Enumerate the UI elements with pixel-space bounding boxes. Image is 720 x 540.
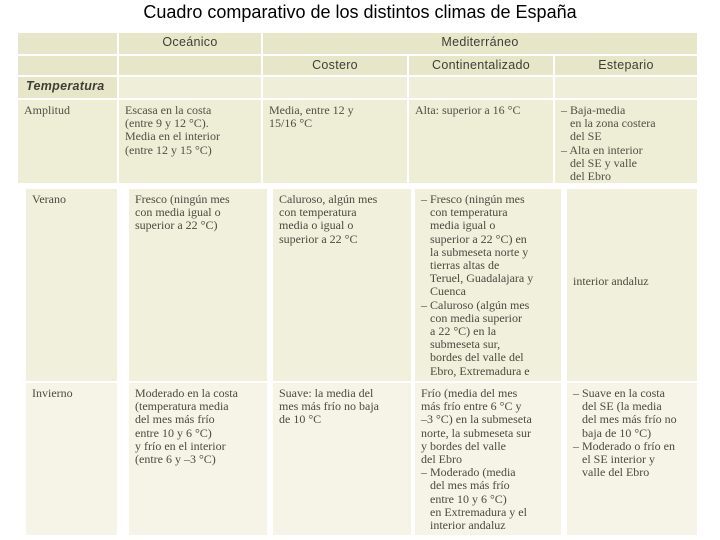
cell-text-line: más frío entre 6 °C y (421, 399, 522, 414)
cell-text-line: con media superior (421, 310, 522, 325)
cell-text-line: del mes más frío no (573, 412, 677, 427)
cell-text-line: Alta: superior a 16 °C (415, 103, 521, 117)
header-oceanic: Oceánico (119, 33, 261, 54)
cell-text-line: –3 °C) en la submeseta (421, 412, 532, 427)
header-corner-2 (18, 56, 117, 75)
cell-text-line: Escasa en la costa (125, 103, 212, 117)
winter-coastal (273, 383, 411, 535)
cell-text-line: valle del Ebro (573, 465, 650, 480)
climate-comparison-table (18, 33, 700, 538)
section-temperature: Temperatura (18, 77, 117, 98)
cell-text-line: superior a 22 °C) en (421, 231, 527, 246)
header-oceanic-sub (119, 56, 261, 75)
winter-continental (415, 383, 561, 535)
cell-text-line: del SE (la media (573, 399, 662, 414)
cell-text-line: Caluroso, algún mes (279, 192, 378, 206)
amplitude-continental (409, 100, 553, 183)
cell-text-line: del mes más frío (421, 478, 510, 493)
row-label-summer: Verano (26, 189, 117, 381)
cell-text-line: del SE y valle (561, 155, 637, 170)
cell-text-line: en la zona costera (561, 116, 656, 131)
header-continental: Continentalizado (409, 56, 553, 75)
cell-text-line: del Ebro (561, 169, 611, 183)
summer-oceanic (129, 189, 267, 381)
cell-text-line: de 10 °C (279, 412, 322, 427)
cell-text-line: – Suave en la costa (573, 386, 665, 400)
temperature-blank-2 (263, 77, 407, 98)
cell-text-line: (entre 9 y 12 °C). (125, 116, 209, 131)
cell-text-line: baja de 10 °C) (573, 425, 652, 440)
cell-text-line: (entre 6 y –3 °C) (135, 452, 216, 467)
summer-coastal (273, 189, 411, 381)
cell-text-line: – Alta en interior (561, 142, 643, 157)
cell-text-line: media o igual o (279, 218, 354, 233)
cell-text-line: con media igual o (135, 205, 221, 220)
temperature-blank-3 (409, 77, 553, 98)
row-label-amplitude: Amplitud (18, 100, 117, 183)
amplitude-oceanic (119, 100, 261, 183)
winter-oceanic (129, 383, 267, 535)
cell-text-line: interior andaluz (573, 274, 649, 288)
summer-continental (415, 189, 561, 381)
cell-text-line: con temperatura (279, 205, 357, 220)
cell-text-line: – Fresco (ningún mes (421, 192, 525, 206)
cell-text-line: Moderado en la costa (135, 386, 238, 400)
amplitude-steppe (555, 100, 697, 183)
summer-steppe (567, 189, 697, 381)
temperature-blank-1 (119, 77, 261, 98)
cell-text-line: media igual o (421, 218, 496, 233)
cell-text-line: bordes del valle del (421, 350, 524, 365)
cell-text-line: Cuenca (421, 284, 466, 299)
cell-text-line: y frío en el interior (135, 438, 226, 453)
cell-text-line: con temperatura (421, 205, 508, 220)
cell-text-line: superior a 22 °C (279, 231, 358, 246)
cell-text-line: (entre 12 y 15 °C) (125, 142, 212, 157)
document-title: Cuadro comparativo de los distintos climas de España (143, 2, 577, 22)
cell-text-line: Teruel, Guadalajara y (421, 271, 534, 286)
cell-text-line: Media en el interior (125, 129, 220, 144)
cell-text-line: del SE (561, 129, 602, 144)
cell-text-line: Ebro, Extremadura e (421, 363, 530, 378)
cell-text-line: – Moderado (media (421, 465, 516, 480)
cell-text-line: interior andaluz (421, 518, 506, 533)
cell-text-line: en Extremadura y el (421, 504, 527, 519)
cell-text-line: 15/16 °C (269, 116, 313, 131)
header-mediterranean: Mediterráneo (263, 33, 697, 54)
cell-text-line: del mes más frío (135, 412, 215, 427)
cell-text-line: Fresco (ningún mes (135, 192, 230, 206)
cell-text-line: – Caluroso (algún mes (421, 297, 530, 312)
cell-text-line: Suave: la media del (279, 386, 374, 400)
row-label-winter: Invierno (26, 383, 117, 535)
temperature-blank-4 (555, 77, 697, 98)
cell-text-line: Media, entre 12 y (269, 103, 354, 117)
cell-text-line: entre 10 y 6 °C) (135, 425, 212, 440)
cell-text-line: mes más frío no baja (279, 399, 379, 414)
amplitude-coastal (263, 100, 407, 183)
cell-text-line: entre 10 y 6 °C) (421, 491, 507, 506)
winter-steppe (567, 383, 697, 535)
cell-text-line: (temperatura media (135, 399, 229, 414)
cell-text-line: – Baja-media (561, 103, 626, 117)
cell-text-line: la submeseta norte y (421, 244, 529, 259)
cell-text-line: y bordes del valle (421, 438, 506, 453)
cell-text-line: a 22 °C) en la (421, 324, 497, 339)
cell-text-line: – Moderado o frío en (573, 438, 675, 453)
header-steppe: Estepario (555, 56, 697, 75)
cell-text-line: el SE interior y (573, 452, 655, 467)
header-coastal: Costero (263, 56, 407, 75)
header-corner (18, 33, 117, 54)
cell-text-line: superior a 22 °C) (135, 218, 218, 233)
cell-text-line: del Ebro (421, 452, 462, 467)
cell-text-line: Frío (media del mes (421, 386, 518, 400)
cell-text-line: submeseta sur, (421, 337, 501, 352)
cell-text-line: tierras altas de (421, 258, 500, 273)
cell-text-line: norte, la submeseta sur (421, 425, 531, 440)
